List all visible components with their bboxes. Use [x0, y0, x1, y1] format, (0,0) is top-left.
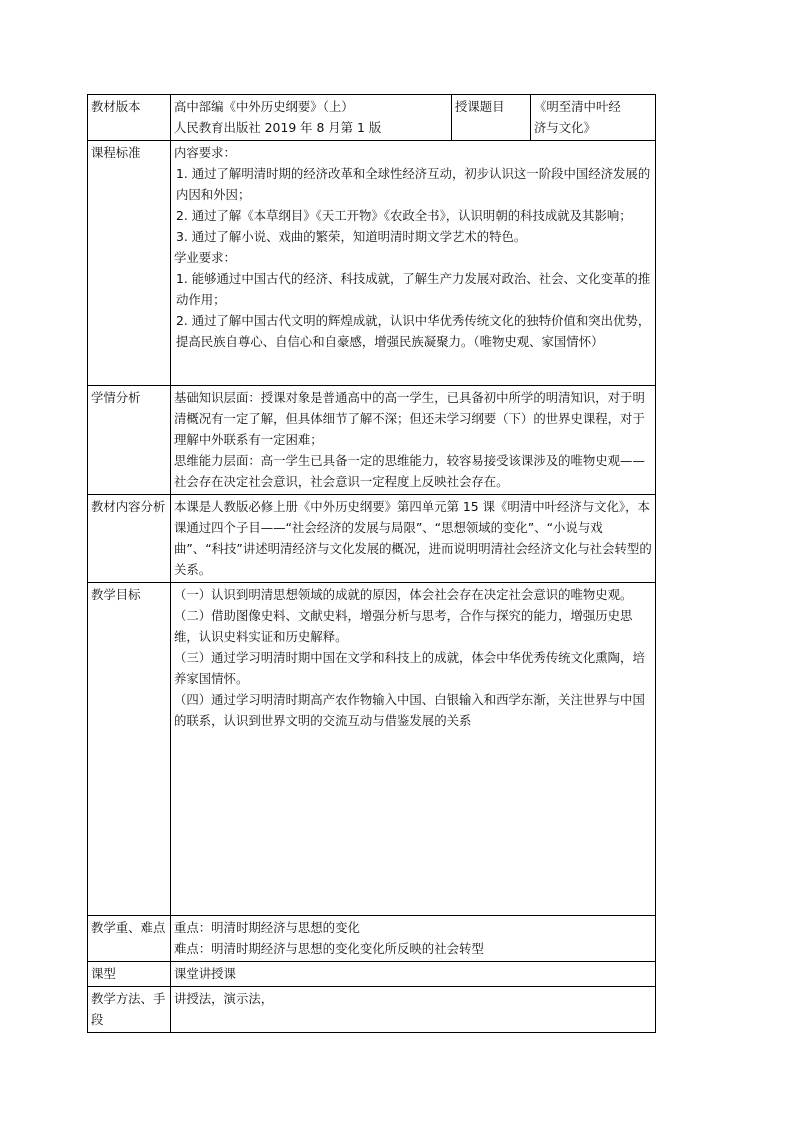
goal-item: （一）认识到明清思想领域的成就的原因，体会社会存在决定社会意识的唯物史观。: [174, 587, 633, 602]
label-students: 学情分析: [88, 386, 171, 495]
standard-item: 3. 通过了解小说、戏曲的繁荣，知道明清时期文学艺术的特色。: [176, 229, 527, 244]
standard-item: 1. 能够通过中国古代的经济、科技成就，了解生产力发展对政治、社会、文化变革的推动作用；: [176, 271, 651, 307]
goal-item: （四）通过学习明清时期高产农作物输入中国、白银输入和西学东渐，关注世界与中国的联系，认识到世界文明的交流互动与借鉴发展的关系: [174, 692, 645, 728]
content-paragraph: 本课是人教版必修上册《中外历史纲要》第四单元第 15 课《明清中叶经济与文化》，本课通过四个子目——“社会经济的发展与局限”、“思想领域的变化”、“小说与戏曲”、“科技”讲述明清经济与文化发展的概况，进而说明明清社会经济文化与社会转型的关系。: [174, 499, 652, 577]
textbook-value: [171, 95, 452, 141]
topic-line-1: 《明至清中叶经: [534, 99, 621, 114]
topic-line-2: 济与文化》: [534, 120, 596, 135]
standard-heading-content: 内容要求：: [174, 145, 236, 160]
textbook-line-2: 人民教育出版社 2019 年 8 月第 1 版: [174, 120, 382, 135]
row-method: [88, 987, 656, 1033]
label-type: 课型: [88, 962, 171, 987]
lesson-plan-table: [87, 94, 656, 1033]
row-content: [88, 495, 656, 583]
row-type: [88, 962, 656, 987]
row-textbook: [88, 95, 656, 141]
students-paragraph: 基础知识层面：授课对象是普通高中的高一学生，已具备初中所学的明清知识，对于明清概况有一定了解，但具体细节了解不深；但还未学习纲要（下）的世界史课程，对于理解中外联系有一定困难；: [174, 390, 645, 447]
row-goals: [88, 583, 656, 916]
standard-heading-academic: 学业要求：: [174, 250, 236, 265]
standard-item: 2. 通过了解《本草纲目》《天工开物》《农政全书》，认识明朝的科技成就及其影响；: [176, 208, 632, 223]
textbook-line-1: 高中部编《中外历史纲要》（上）: [174, 99, 354, 114]
goals-content: [171, 583, 656, 916]
focus-key: 重点：明清时期经济与思想的变化: [174, 920, 360, 935]
row-students: [88, 386, 656, 495]
content-analysis: [171, 495, 656, 583]
topic-value: [531, 95, 656, 141]
standard-item: 2. 通过了解中国古代文明的辉煌成就，认识中华优秀传统文化的独特价值和突出优势，提高民族自尊心、自信心和自豪感，增强民族凝聚力。（唯物史观、家国情怀）: [176, 313, 651, 349]
standard-item: 1. 通过了解明清时期的经济改革和全球性经济互动，初步认识这一阶段中国经济发展的内因和外因；: [176, 166, 651, 202]
goal-item: （二）借助图像史料、文献史料，增强分析与思考，合作与探究的能力，增强历史思维，认识史料实证和历史解释。: [174, 608, 633, 644]
row-standard: [88, 141, 656, 386]
label-method: 教学方法、手段: [88, 987, 171, 1033]
label-topic: 授课题目: [452, 95, 531, 141]
students-paragraph: 思维能力层面：高一学生已具备一定的思维能力，较容易接受该课涉及的唯物史观——社会存在决定社会意识，社会意识一定程度上反映社会存在。: [174, 453, 645, 489]
label-standard: 课程标准: [88, 141, 171, 386]
type-value: 课堂讲授课: [171, 962, 656, 987]
students-content: [171, 386, 656, 495]
method-value: 讲授法，演示法，: [171, 987, 656, 1033]
label-content: 教材内容分析: [88, 495, 171, 583]
row-focus: [88, 916, 656, 962]
label-textbook: 教材版本: [88, 95, 171, 141]
label-focus: 教学重、难点: [88, 916, 171, 962]
label-goals: 教学目标: [88, 583, 171, 916]
standard-content: [171, 141, 656, 386]
focus-content: [171, 916, 656, 962]
focus-difficult: 难点：明清时期经济与思想的变化变化所反映的社会转型: [174, 941, 484, 956]
goal-item: （三）通过学习明清时期中国在文学和科技上的成就，体会中华优秀传统文化熏陶，培养家国情怀。: [174, 650, 645, 686]
